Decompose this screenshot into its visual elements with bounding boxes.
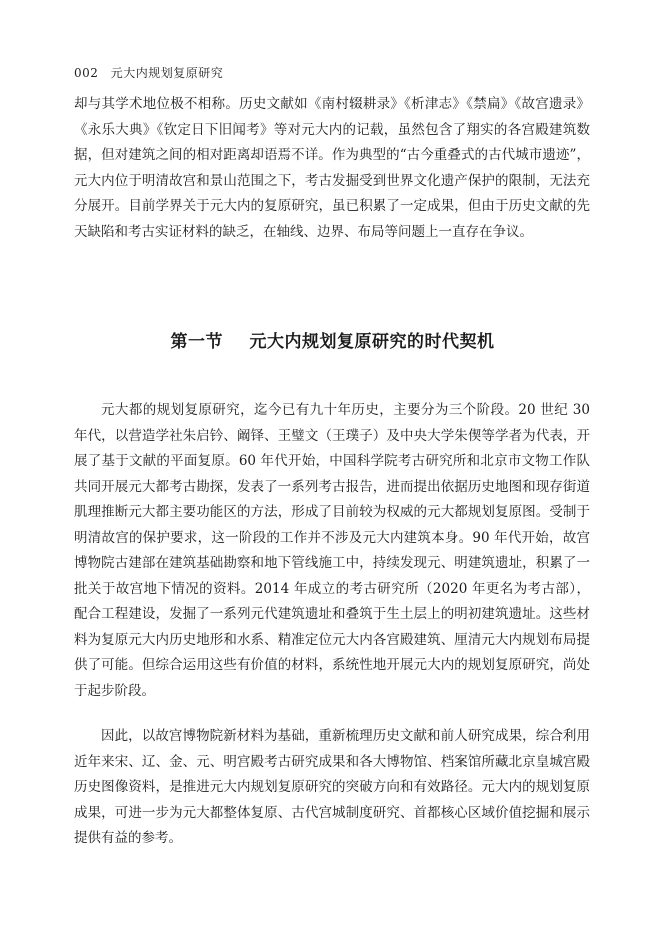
paragraph-continued: 却与其学术地位极不相称。历史文献如《南村辍耕录》《析津志》《禁扁》《故宫遗录》《永乐大典》《钦定日下旧闻考》等对元大内的记载，虽然包含了翔实的各宫殿建筑数据，但对建筑之间的相对距离却语焉不详。作为典型的“古今重叠式的古代城市遗迹”，元大内位于明清故宫和景山范围之下，考古发掘受到世界文化遗产保护的限制，无法充分展开。目前学界关于元大内的复原研究，虽已积累了一定成果，但由于历史文献的先天缺陷和考古实证材料的缺乏，在轴线、边界、布局等问题上一直存在争议。 <box>74 96 590 240</box>
page-number: 002 <box>74 66 99 80</box>
section-heading <box>0 327 665 352</box>
paragraph: 元大都的规划复原研究，迄今已有九十年历史，主要分为三个阶段。20 世纪 30 年代，以营造学社朱启钤、阚铎、王璧文（王璞子）及中央大学朱偰等学者为代表，开展了基于文献的平面复原。60 年代开始，中国科学院考古研究所和北京市文物工作队共同开展元大都考古勘探，发表了一系列考古报告，进而提出依据历史地图和现存街道肌理推断元大都主要功能区的方法，形成了目前较为权威的元大都规划复原图。受制于明清故宫的保护要求，这一阶段的工作并不涉及元大内建筑本身。90 年代开始，故宫博物院古建部在建筑基础勘察和地下管线施工中，持续发现元、明建筑遗址，积累了一批关于故宫地下情况的资料。2014 年成立的考古研究所（2020 年更名为考古部），配合工程建设，发掘了一系列元代建筑遗址和叠筑于生土层上的明初建筑遗址。这些材料为复原元大内历史地形和水系、精准定位元大内各宫殿建筑、厘清元大内规划布局提供了可能。但综合运用这些有价值的材料，系统性地开展元大内的规划复原研究，尚处于起步阶段。 <box>74 402 590 699</box>
paragraph: 因此，以故宫博物院新材料为基础，重新梳理历史文献和前人研究成果，综合利用近年来宋、辽、金、元、明宫殿考古研究成果和各大博物馆、档案馆所藏北京皇城宫殿历史图像资料，是推进元大内规划复原研究的突破方向和有效路径。元大内的规划复原成果，可进一步为元大都整体复原、古代宫城制度研究、首都核心区域价值挖掘和展示提供有益的参考。 <box>74 728 590 846</box>
running-header <box>74 64 223 81</box>
running-title: 元大内规划复原研究 <box>110 66 224 80</box>
section-number: 第一节 <box>170 332 224 352</box>
section-title: 元大内规划复原研究的时代契机 <box>249 332 495 352</box>
